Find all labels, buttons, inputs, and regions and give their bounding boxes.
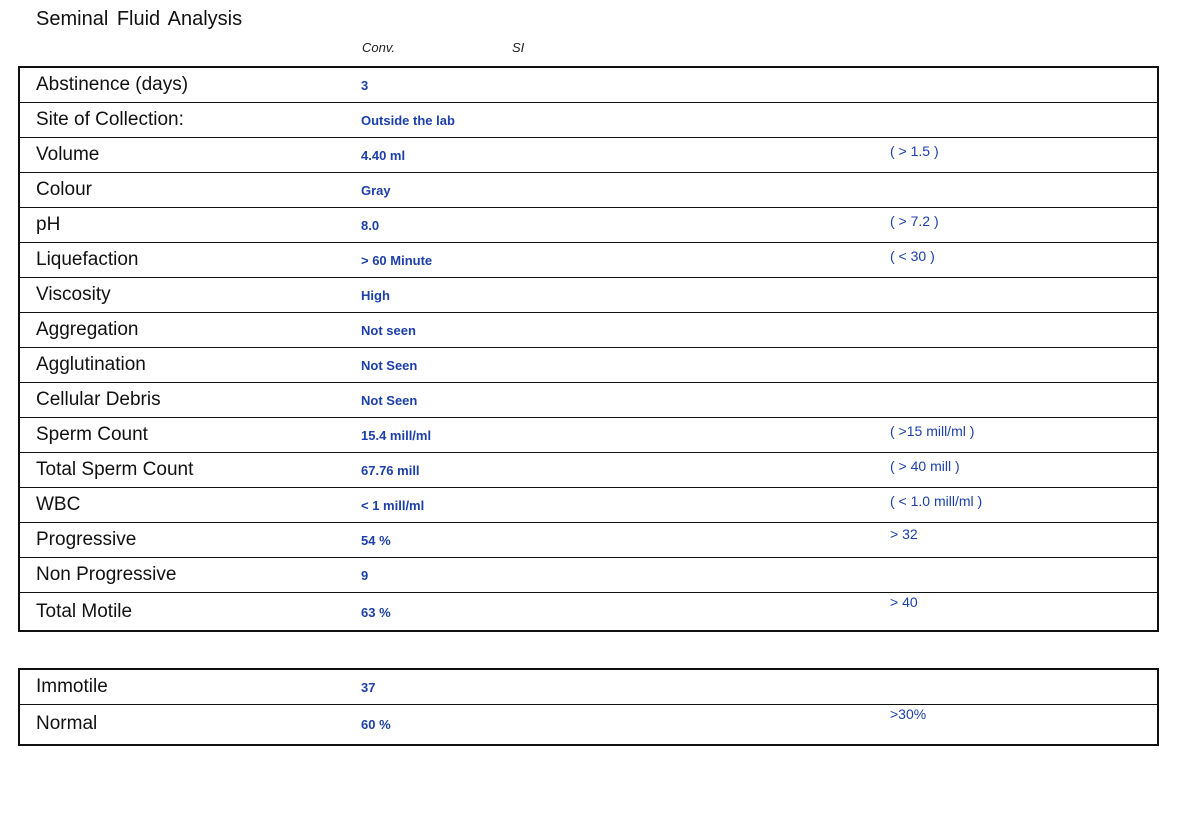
row-value: 60 % <box>361 717 391 732</box>
table-row <box>20 523 1157 558</box>
row-label: Immotile <box>36 676 108 697</box>
row-value: Not Seen <box>361 393 418 408</box>
table-row <box>20 418 1157 453</box>
table-row <box>20 383 1157 418</box>
row-label: Normal <box>36 713 98 734</box>
row-label: Total Motile <box>36 601 133 622</box>
table-row <box>20 68 1157 103</box>
row-reference: ( > 1.5 ) <box>890 143 939 159</box>
row-reference: ( < 1.0 mill/ml ) <box>890 493 983 509</box>
row-label: Progressive <box>36 529 137 550</box>
row-value: > 60 Minute <box>361 253 433 268</box>
row-value: High <box>361 288 390 303</box>
table-row <box>20 103 1157 138</box>
row-value: 8.0 <box>361 218 380 233</box>
table-row <box>20 278 1157 313</box>
row-label: Non Progressive <box>36 564 177 585</box>
row-label: Aggregation <box>36 319 139 340</box>
row-label: Total Sperm Count <box>36 459 194 480</box>
row-value: 54 % <box>361 533 391 548</box>
row-label: Sperm Count <box>36 424 148 445</box>
row-label: pH <box>36 214 61 235</box>
table-row <box>20 558 1157 593</box>
morphology-table <box>18 668 1159 746</box>
table-row <box>20 593 1157 630</box>
row-reference: >30% <box>890 706 927 722</box>
row-value: Not Seen <box>361 358 418 373</box>
row-label: Colour <box>36 179 92 200</box>
row-label: Viscosity <box>36 284 111 305</box>
row-value: 67.76 mill <box>361 463 420 478</box>
row-reference: ( >15 mill/ml ) <box>890 423 975 439</box>
row-reference: ( > 7.2 ) <box>890 213 939 229</box>
row-value: Outside the lab <box>361 113 455 128</box>
results-table <box>18 66 1159 632</box>
row-value: 37 <box>361 680 376 695</box>
row-label: Volume <box>36 144 100 165</box>
row-value: 3 <box>361 78 369 93</box>
table-row <box>20 313 1157 348</box>
row-label: Liquefaction <box>36 249 139 270</box>
row-value: 9 <box>361 568 369 583</box>
table-row <box>20 138 1157 173</box>
row-label: WBC <box>36 494 81 515</box>
row-value: Not seen <box>361 323 416 338</box>
column-header-conv: Conv. <box>362 40 395 55</box>
row-label: Site of Collection: <box>36 109 184 130</box>
row-label: Abstinence (days) <box>36 74 189 95</box>
row-value: 4.40 ml <box>361 148 406 163</box>
table-row <box>20 670 1157 705</box>
report-title: Seminal Fluid Analysis <box>36 8 243 30</box>
row-value: 15.4 mill/ml <box>361 428 432 443</box>
row-label: Agglutination <box>36 354 146 375</box>
row-reference: > 40 <box>890 594 918 610</box>
table-row <box>20 488 1157 523</box>
row-label: Cellular Debris <box>36 389 161 410</box>
row-reference: ( < 30 ) <box>890 248 935 264</box>
table-row <box>20 208 1157 243</box>
row-value: < 1 mill/ml <box>361 498 425 513</box>
table-row <box>20 243 1157 278</box>
row-reference: ( > 40 mill ) <box>890 458 960 474</box>
row-value: 63 % <box>361 605 391 620</box>
table-row <box>20 453 1157 488</box>
table-row <box>20 705 1157 744</box>
table-row <box>20 173 1157 208</box>
column-header-si: SI <box>512 40 525 55</box>
table-row <box>20 348 1157 383</box>
row-value: Gray <box>361 183 391 198</box>
row-reference: > 32 <box>890 526 918 542</box>
